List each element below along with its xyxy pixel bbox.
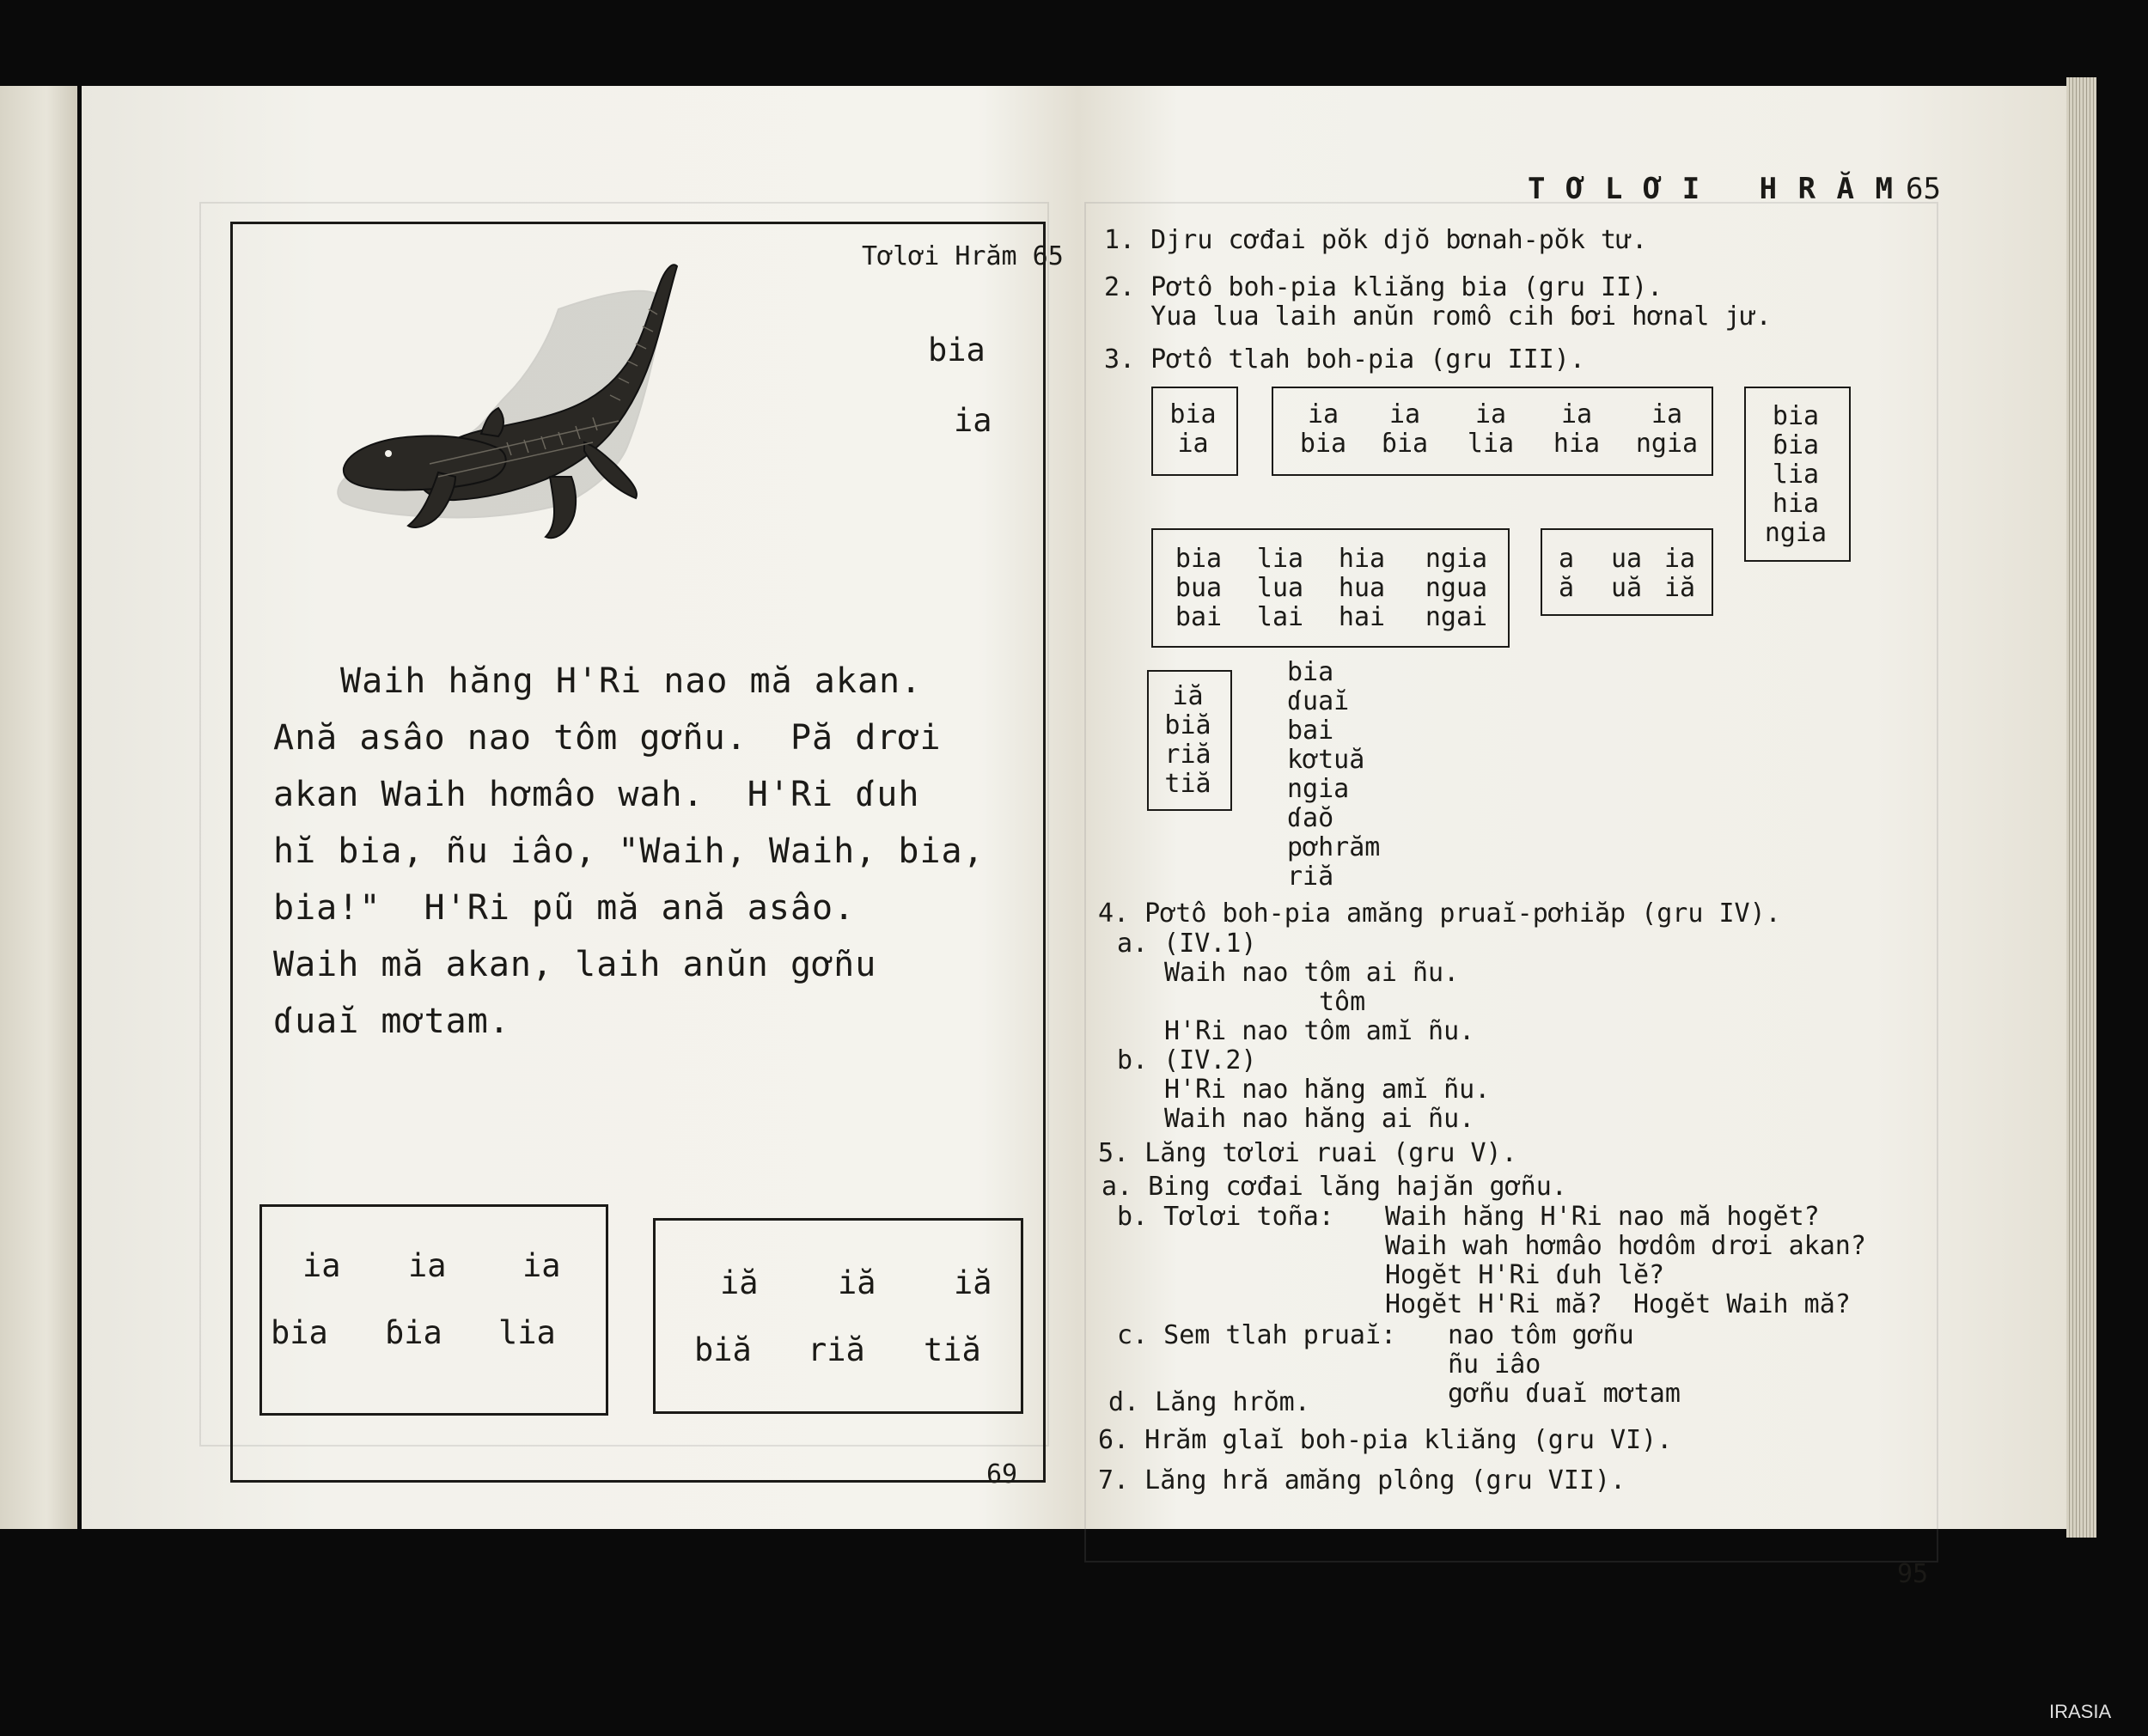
question: Hogĕt H'Ri ɗuh lĕ?	[1385, 1260, 1665, 1290]
drill-syllable: a	[1558, 544, 1575, 574]
step-4b-line: H'Ri nao hăng amĭ ñu.	[1164, 1075, 1491, 1105]
story-line: Ană asâo nao tôm gơñu. Pă drơi	[273, 718, 942, 758]
crocodile-illustration	[335, 258, 902, 618]
drill-syllable: ia	[1663, 544, 1696, 574]
drill-syllable: ngia	[1635, 429, 1699, 459]
drill-syllable: ia	[1474, 399, 1507, 429]
story-line: Waih mă akan, laih anŭn gơñu	[273, 945, 877, 984]
step-4a-line: tôm	[1319, 987, 1366, 1017]
drill-syllable: bai	[1175, 602, 1223, 632]
step-4a: a. (IV.1)	[1117, 929, 1257, 959]
question: Hogĕt H'Ri mă? Hogĕt Waih mă?	[1385, 1289, 1851, 1319]
drill-syllable: iă	[1172, 681, 1204, 711]
syllable: lia	[498, 1314, 556, 1351]
word-list-item: bia	[1287, 657, 1334, 687]
phrase: ñu iâo	[1448, 1349, 1541, 1380]
watermark: IRASIA	[2049, 1701, 2112, 1722]
word-list-item: ngia	[1287, 774, 1350, 804]
step-6: 6. Hrăm glaĭ boh-pia kliăng (gru VI).	[1098, 1425, 1673, 1455]
syllable: tiă	[924, 1331, 981, 1368]
syllable-box-ia-short	[653, 1218, 1023, 1414]
syllable: ia	[408, 1247, 447, 1284]
drill-syllable: iă	[1663, 573, 1696, 603]
syllable: iă	[838, 1264, 876, 1301]
step-4a-line: Waih nao tôm ai ñu.	[1164, 958, 1460, 988]
story-line: hĭ bia, ñu iâo, "Waih, Waih, bia,	[273, 831, 985, 871]
step-3: 3. Pơtô tlah boh-pia (gru III).	[1104, 344, 1585, 375]
drill-syllable: ngua	[1425, 573, 1488, 603]
drill-syllable: hia	[1772, 489, 1820, 519]
drill-syllable: lia	[1256, 544, 1304, 574]
step-1: 1. Djru cơđai pŏk djŏ bơnah-pŏk tư.	[1104, 225, 1648, 255]
page-header-number: 65	[1906, 172, 1941, 206]
drill-syllable: hia	[1553, 429, 1601, 459]
syllable: iă	[720, 1264, 759, 1301]
word-ia: ia	[954, 402, 992, 439]
word-list-item: ɗaŏ	[1287, 803, 1334, 833]
step-4b: b. (IV.2)	[1117, 1045, 1257, 1075]
page-number: 95	[1897, 1559, 1929, 1589]
step-5b: b. Tơlơi toña:	[1117, 1202, 1334, 1232]
drill-syllable: bia	[1772, 401, 1820, 431]
step-2-detail: Yua lua laih anŭn romô cih ɓơi hơnal jư.	[1104, 302, 1772, 332]
step-5d: d. Lăng hrŏm.	[1108, 1387, 1310, 1417]
drill-syllable: hua	[1338, 573, 1386, 603]
story-line: ɗuaĭ mơtam.	[273, 1002, 510, 1041]
drill-syllable: ɓia	[1381, 429, 1429, 459]
step-4b-line: Waih nao hăng ai ñu.	[1164, 1104, 1475, 1134]
syllable-box-ia	[259, 1204, 608, 1416]
previous-page-edge	[0, 86, 77, 1529]
syllable: bia	[271, 1314, 328, 1351]
drill-syllable: lia	[1467, 429, 1515, 459]
page-stack	[2066, 77, 2096, 1538]
step-2: 2. Pơtô boh-pia kliăng bia (gru II).	[1104, 272, 1663, 302]
syllable: iă	[954, 1264, 992, 1301]
drill-syllable: ia	[1177, 429, 1209, 459]
drill-syllable: lai	[1256, 602, 1304, 632]
drill-syllable: hia	[1338, 544, 1386, 574]
step-4: 4. Pơtô boh-pia amăng pruaĭ-pơhiăp (gru IV).	[1098, 898, 1781, 929]
step-5: 5. Lăng tơlơi ruai (gru V).	[1098, 1138, 1517, 1168]
word-list-item: pơhrăm	[1287, 832, 1381, 862]
drill-syllable: bia	[1169, 399, 1217, 429]
drill-syllable: tiă	[1164, 769, 1211, 799]
syllable: ɓia	[385, 1314, 442, 1351]
step-4a-line: H'Ri nao tôm amĭ ñu.	[1164, 1016, 1475, 1046]
step-7: 7. Lăng hră amăng plông (gru VII).	[1098, 1465, 1626, 1495]
drill-syllable: ia	[1651, 399, 1683, 429]
drill-syllable: uă	[1610, 573, 1643, 603]
drill-syllable: ngai	[1425, 602, 1488, 632]
word-list-item: riă	[1287, 862, 1334, 892]
drill-syllable: lia	[1772, 460, 1820, 490]
syllable: riă	[808, 1331, 865, 1368]
drill-syllable: ngia	[1425, 544, 1488, 574]
page-header-title: T Ơ L Ơ I H R Ă M	[1528, 172, 1895, 206]
phrase: nao tôm gơñu	[1448, 1320, 1634, 1350]
syllable: ia	[522, 1247, 561, 1284]
step-5a: a. Bing cơđai lăng hajăn gơñu.	[1101, 1172, 1567, 1202]
drill-syllable: ia	[1560, 399, 1593, 429]
drill-syllable: hai	[1338, 602, 1386, 632]
question: Waih wah hơmâo hơdôm drơi akan?	[1385, 1231, 1866, 1261]
story-line: Waih hăng H'Ri nao mă akan.	[340, 661, 923, 701]
word-list-item: bai	[1287, 716, 1334, 746]
phrase: gơñu ɗuaĭ mơtam	[1448, 1379, 1681, 1409]
drill-syllable: ɓia	[1772, 430, 1820, 460]
word-bia: bia	[928, 332, 986, 369]
reader-page-number: 69	[986, 1459, 1018, 1489]
word-list-item: ɗuaĭ	[1287, 686, 1350, 716]
drill-syllable: riă	[1164, 740, 1211, 770]
drill-syllable: ua	[1610, 544, 1643, 574]
drill-syllable: lua	[1256, 573, 1304, 603]
drill-syllable: ngia	[1764, 518, 1828, 548]
syllable: biă	[694, 1331, 752, 1368]
drill-syllable: bua	[1175, 573, 1223, 603]
word-list-item: kơtuă	[1287, 745, 1365, 775]
reader-page-header: Tơlơi Hrăm 65	[862, 241, 1064, 271]
drill-syllable: ă	[1558, 573, 1575, 603]
drill-syllable: bia	[1299, 429, 1347, 459]
story-line: bia!" H'Ri pũ mă ană asâo.	[273, 888, 856, 928]
drill-syllable: ia	[1307, 399, 1339, 429]
syllable: ia	[302, 1247, 341, 1284]
drill-syllable: biă	[1164, 710, 1211, 740]
drill-syllable: ia	[1388, 399, 1421, 429]
step-5c: c. Sem tlah pruaĭ:	[1117, 1320, 1397, 1350]
drill-syllable: bia	[1175, 544, 1223, 574]
story-line: akan Waih hơmâo wah. H'Ri ɗuh	[273, 775, 920, 814]
question: Waih hăng H'Ri nao mă hogĕt?	[1385, 1202, 1820, 1232]
